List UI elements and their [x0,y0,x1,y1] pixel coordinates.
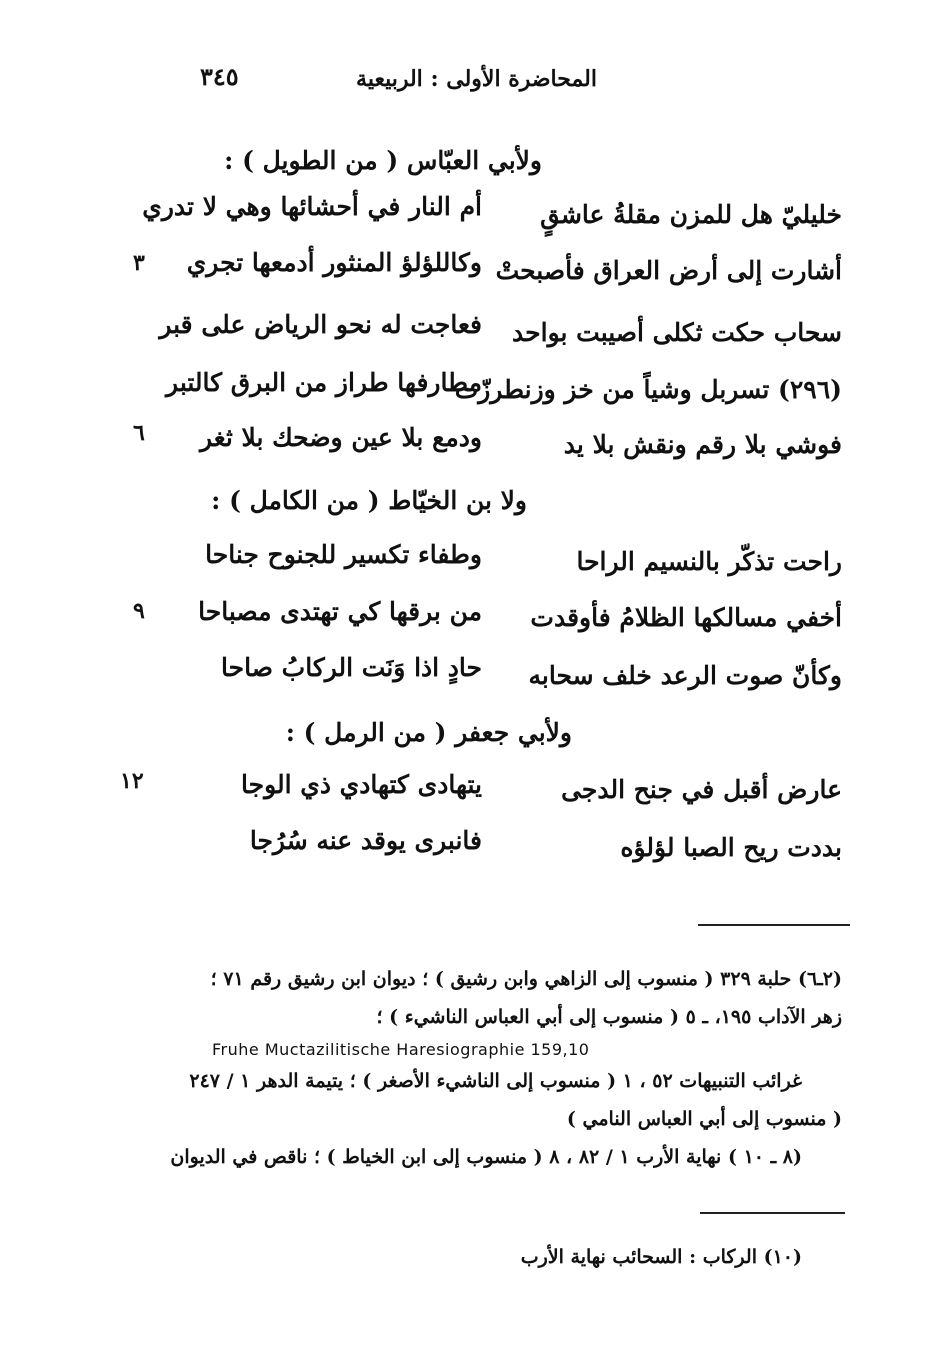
verse-second-hemistich: من برقها كي تهتدى مصباحا [198,597,482,626]
footnote-latin-reference: Fruhe Muctazilitische Haresiographie 159,10 [212,1040,590,1059]
footnote-line: (٢ـ٦) حلبة ٣٢٩ ( منسوب إلى الزاهي وابن رشيق ) ؛ ديوان ابن رشيق رقم ٧١ ؛ [210,968,842,990]
verse-first-hemistich: خليليّ هل للمزن مقلةُ عاشقٍ [540,200,842,229]
page-number: ٣٤٥ [200,62,239,91]
variant-separator [700,1212,845,1214]
verse-first-hemistich: راحت تذكّر بالنسيم الراحا [576,547,842,576]
page-title: المحاضرة الأولى : الربيعية [356,66,597,92]
footnote-line: زهر الآداب ١٩٥، ـ ٥ ( منسوب إلى أبي العباس الناشيء ) ؛ [376,1006,842,1028]
section-intro: ولأبي العبّاس ( من الطويل ) : [224,146,542,175]
verse-second-hemistich: يتهادى كتهادي ذي الوجا [241,770,482,799]
verse-first-hemistich: فوشي بلا رقم ونقش بلا يد [563,430,842,459]
verse-first-hemistich: عارض أقبل في جنح الدجى [561,775,842,804]
verse-second-hemistich: وطفاء تكسير للجنوح جناحا [205,540,482,569]
verse-first-hemistich: بددت ريح الصبا لؤلؤه [620,833,842,862]
verse-second-hemistich: ودمع بلا عين وضحك بلا ثغر [200,423,482,452]
verse-second-hemistich: فانبرى يوقد عنه سُرُجا [249,826,482,855]
verse-second-hemistich: وكاللؤلؤ المنثور أدمعها تجري [186,248,482,277]
variant-note: (١٠) الركاب : السحائب نهاية الأرب [520,1246,802,1268]
footnote-line: غرائب التنبيهات ٥٢ ، ١ ( منسوب إلى الناشيء الأصغر ) ؛ يتيمة الدهر ١ / ٢٤٧ [189,1070,802,1092]
verse-first-hemistich: أشارت إلى أرض العراق فأصبحتْ [495,256,842,285]
line-number: ٩ [133,598,145,624]
footnote-separator [698,924,850,926]
footnote-line: (٨ ـ ١٠ ) نهاية الأرب ١ / ٨٢ ، ٨ ( منسوب إلى ابن الخياط ) ؛ ناقص في الديوان [170,1146,802,1168]
verse-first-hemistich: (٢٩٦) تسربل وشياً من خز وزنطرزّت [454,375,842,404]
verse-second-hemistich: حادٍ اذا وَنَت الركابُ صاحا [221,653,482,682]
verse-first-hemistich: وكأنّ صوت الرعد خلف سحابه [528,661,842,690]
section-intro: ولا بن الخيّاط ( من الكامل ) : [211,486,527,515]
verse-second-hemistich: أم النار في أحشائها وهي لا تدري [142,192,482,221]
verse-first-hemistich: أخفي مسالكها الظلامُ فأوقدت [530,603,842,632]
line-number: ١٢ [120,768,144,794]
line-number: ٦ [133,420,145,446]
verse-second-hemistich: فعاجت له نحو الرياض على قبر [159,310,482,339]
footnote-line: ( منسوب إلى أبي العباس النامي ) [566,1108,842,1130]
section-intro: ولأبي جعفر ( من الرمل ) : [285,718,572,747]
line-number: ٣ [133,250,145,276]
verse-first-hemistich: سحاب حكت ثكلى أصيبت بواحد [512,318,842,347]
verse-second-hemistich: مطارفها طراز من البرق كالتبر [166,368,482,397]
